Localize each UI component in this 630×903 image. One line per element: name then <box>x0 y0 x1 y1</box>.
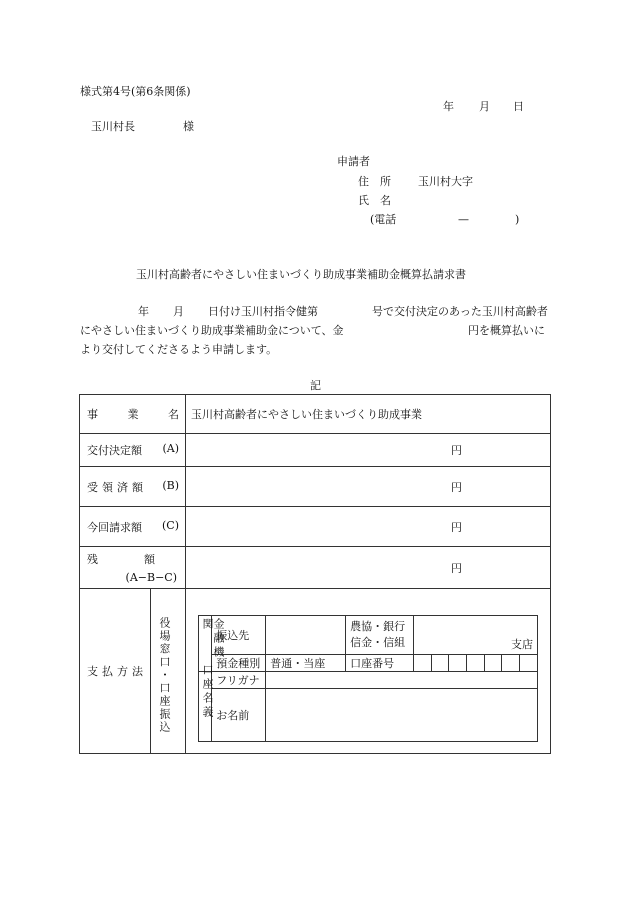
date-day: 日 <box>513 100 524 113</box>
amount-received: 円 <box>186 467 551 507</box>
code-c: (C) <box>162 518 179 532</box>
furigana-input[interactable] <box>266 671 538 688</box>
body-line2-a: にやさしい住まいづくり助成事業補助金について、金 <box>80 324 344 337</box>
payment-label-char: 法 <box>132 665 143 678</box>
address-value: 玉川村大字 <box>418 175 473 188</box>
body-line3: より交付してくださるよう申請します。 <box>80 343 278 356</box>
deposit-type-label: 預金種別 <box>212 654 266 671</box>
payment-method: 役場窓口・口座振込 <box>158 617 171 734</box>
institution-label: 金融機関 <box>201 617 225 660</box>
holder-label: 口座名義 <box>201 663 214 720</box>
project-label-char: 業 <box>127 408 139 421</box>
remaining-formula: (A−B−C) <box>125 571 177 584</box>
transfer-to-label: 振込先 <box>212 615 266 654</box>
body-year: 年 <box>138 305 149 318</box>
row-remaining-label <box>80 547 186 589</box>
name-label: 氏 名 <box>358 194 391 207</box>
account-digit[interactable] <box>413 654 431 671</box>
project-label-char: 名 <box>168 408 179 421</box>
name-label: お名前 <box>212 688 266 741</box>
code-b: (B) <box>162 478 179 492</box>
date-year: 年 <box>443 100 454 113</box>
bank-table <box>198 615 538 742</box>
row-request-label: 今回請求額 (C) <box>80 507 186 547</box>
remaining-label-char: 残 <box>87 553 98 566</box>
project-label-char: 事 <box>87 408 98 421</box>
amount-remaining: 円 <box>186 547 551 589</box>
account-number-label: 口座番号 <box>346 654 414 671</box>
payment-label-char: 方 <box>117 665 128 678</box>
payment-label-char: 支 <box>87 665 98 678</box>
phone-close: ) <box>515 213 520 226</box>
remaining-label-char: 額 <box>144 553 155 566</box>
row-received-label: 受領済額 (B) <box>80 467 186 507</box>
bank-name-input[interactable] <box>266 615 346 654</box>
amount-grant: 円 <box>186 434 551 467</box>
request-table <box>79 394 551 754</box>
account-digit[interactable] <box>466 654 484 671</box>
payment-label-cell <box>80 589 186 754</box>
addressee: 玉川村長 <box>91 120 135 133</box>
deposit-type-options[interactable]: 普通・当座 <box>266 654 346 671</box>
project-value: 玉川村高齢者にやさしい住まいづくり助成事業 <box>186 395 551 434</box>
date-month: 月 <box>479 100 490 113</box>
address-label: 住 所 <box>358 175 391 188</box>
bank-info-cell <box>186 589 551 754</box>
branch-cell[interactable]: 支店 <box>413 615 537 654</box>
furigana-label: フリガナ <box>212 671 266 688</box>
document-title: 玉川村高齢者にやさしい住まいづくり助成事業補助金概算払請求書 <box>136 268 466 281</box>
ki-marker: 記 <box>310 379 321 392</box>
payment-label-char: 払 <box>102 665 113 678</box>
applicant-label: 申請者 <box>337 155 370 168</box>
code-a: (A) <box>162 442 179 455</box>
account-digit[interactable] <box>431 654 449 671</box>
bank-type-options[interactable]: 農協・銀行 信金・信組 <box>346 615 414 654</box>
body-line1-a: 日付け玉川村指令健第 <box>208 305 318 318</box>
account-digit[interactable] <box>484 654 502 671</box>
account-digit[interactable] <box>449 654 467 671</box>
account-digit[interactable] <box>502 654 520 671</box>
form-number: 様式第4号(第6条関係) <box>80 85 191 98</box>
project-label-cell <box>80 395 186 434</box>
amount-request: 円 <box>186 507 551 547</box>
holder-label-cell <box>199 663 214 741</box>
honorific: 様 <box>183 120 194 133</box>
body-month: 月 <box>173 305 184 318</box>
row-grant-label: 交付決定額 (A) <box>80 434 186 467</box>
phone-dash: — <box>458 213 469 226</box>
account-digit[interactable] <box>520 654 538 671</box>
body-line1-b: 号で交付決定のあった玉川村高齢者 <box>372 305 548 318</box>
phone-open: (電話 <box>370 213 397 226</box>
body-line2-b: 円を概算払いに <box>468 324 545 337</box>
name-input[interactable] <box>266 688 538 741</box>
